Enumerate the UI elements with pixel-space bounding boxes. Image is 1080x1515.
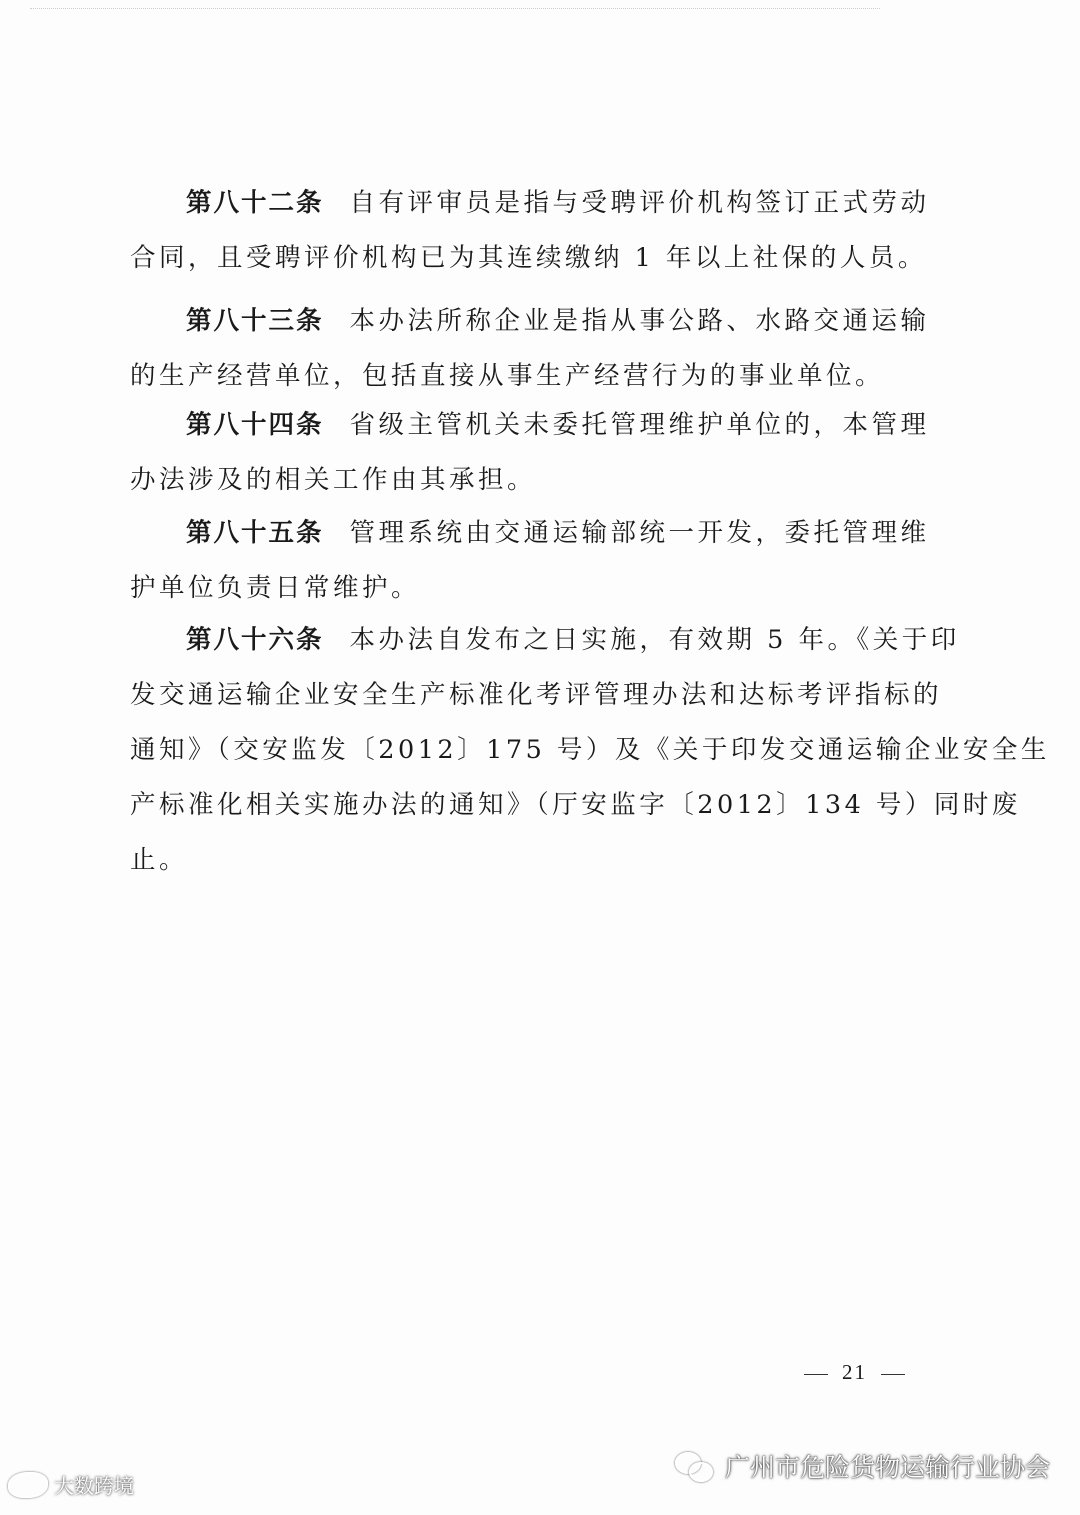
page-number-value: 21 bbox=[842, 1360, 867, 1384]
article-text: 本办法自发布之日实施，有效期 5 年。《关于印 bbox=[349, 625, 960, 655]
article-text: 产标准化相关实施办法的通知》（厅安监字〔2012〕134 号）同时废 bbox=[130, 790, 1021, 820]
article-text: 发交通运输企业安全生产标准化考评管理办法和达标考评指标的 bbox=[130, 680, 943, 710]
article-84 bbox=[130, 398, 930, 508]
wechat-icon bbox=[675, 1450, 715, 1482]
article-title: 第八十三条 bbox=[186, 306, 324, 336]
brand-logo-icon bbox=[8, 1472, 48, 1498]
article-text: 通知》（交安监发〔2012〕175 号）及《关于印发交通运输企业安全生 bbox=[130, 735, 1050, 765]
article-first-line bbox=[130, 294, 930, 349]
article-85 bbox=[130, 506, 930, 616]
article-first-line bbox=[130, 613, 960, 668]
article-text: 合同，且受聘评价机构已为其连续缴纳 1 年以上社保的人员。 bbox=[130, 243, 927, 273]
article-83 bbox=[130, 294, 930, 404]
article-text: 省级主管机关未委托管理维护单位的，本管理 bbox=[349, 410, 930, 440]
article-text: 自有评审员是指与受聘评价机构签订正式劳动 bbox=[349, 188, 930, 218]
dash-left bbox=[804, 1374, 828, 1375]
page-number bbox=[790, 1360, 919, 1385]
article-text: 本办法所称企业是指从事公路、水路交通运输 bbox=[349, 306, 930, 336]
watermark-right bbox=[675, 1448, 1050, 1484]
article-first-line bbox=[130, 176, 930, 231]
article-title: 第八十二条 bbox=[186, 188, 324, 218]
scan-edge-marks bbox=[30, 8, 880, 15]
watermark-right-text: 广州市危险货物运输行业协会 bbox=[724, 1453, 1050, 1482]
watermark-left-text: 大数跨境 bbox=[54, 1474, 134, 1498]
article-first-line bbox=[130, 506, 930, 561]
article-text: 管理系统由交通运输部统一开发，委托管理维 bbox=[349, 518, 930, 548]
article-title: 第八十五条 bbox=[186, 518, 324, 548]
article-text: 止。 bbox=[130, 845, 189, 875]
article-82 bbox=[130, 176, 930, 286]
watermark-left bbox=[8, 1470, 134, 1499]
article-text: 办法涉及的相关工作由其承担。 bbox=[130, 465, 537, 495]
article-title: 第八十四条 bbox=[186, 410, 324, 440]
dash-right bbox=[881, 1374, 905, 1375]
article-text: 的生产经营单位，包括直接从事生产经营行为的事业单位。 bbox=[130, 361, 885, 391]
article-86 bbox=[130, 613, 1050, 888]
article-title: 第八十六条 bbox=[186, 625, 324, 655]
article-first-line bbox=[130, 398, 930, 453]
article-text: 护单位负责日常维护。 bbox=[130, 573, 421, 603]
